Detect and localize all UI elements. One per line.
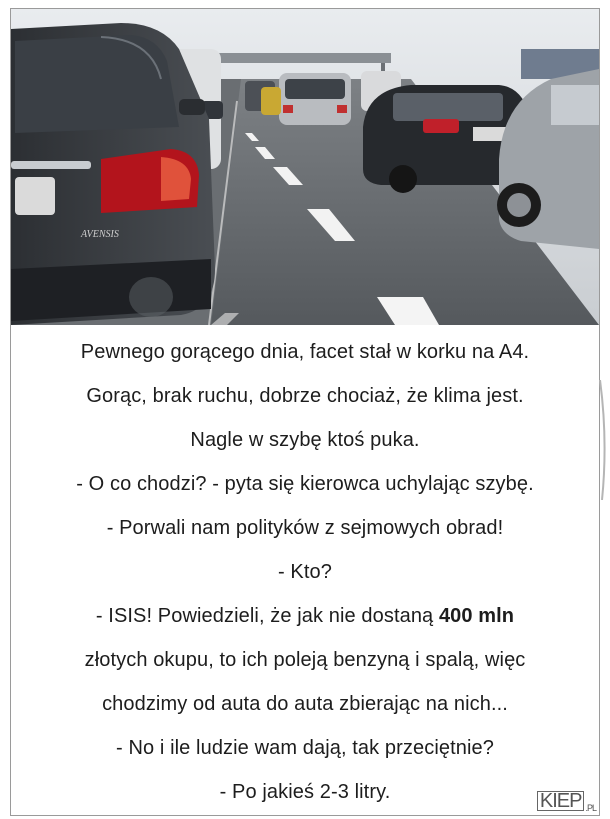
story-line-7: [11, 605, 599, 628]
story-line-1: Pewnego gorącego dnia, facet stał w korku na A4.: [80, 341, 530, 363]
watermark-suffix: .PL: [585, 803, 596, 813]
story-line-7-text: - ISIS! Powiedzieli, że jak nie dostaną: [95, 605, 439, 627]
meme-frame: [10, 8, 600, 816]
ransom-amount: 400 mln: [438, 605, 515, 627]
page-curl-decoration: [594, 380, 610, 500]
watermark-brand: KIEP: [537, 791, 585, 811]
car-badge: AVENSIS: [81, 229, 119, 240]
story-line-4: - O co chodzi? - pyta się kierowca uchylając szybę.: [76, 473, 534, 495]
story-line-10: - No i ile ludzie wam dają, tak przeciętnie?: [116, 737, 494, 759]
watermark-logo: [537, 790, 596, 813]
story-line-11: - Po jakieś 2-3 litry.: [219, 781, 391, 803]
story-line-2: Gorąc, brak ruchu, dobrze chociaż, że klima jest.: [86, 385, 524, 407]
story-line-6: - Kto?: [278, 561, 332, 583]
story-line-5: - Porwali nam polityków z sejmowych obrad!: [106, 517, 504, 539]
story-line-9: chodzimy od auta do auta zbierając na nich...: [102, 693, 508, 715]
story-line-8: złotych okupu, to ich poleją benzyną i spalą, więc: [84, 649, 526, 671]
traffic-jam-photo: [11, 9, 599, 325]
story-line-3: Nagle w szybę ktoś puka.: [190, 429, 420, 451]
story-text: [11, 327, 599, 815]
